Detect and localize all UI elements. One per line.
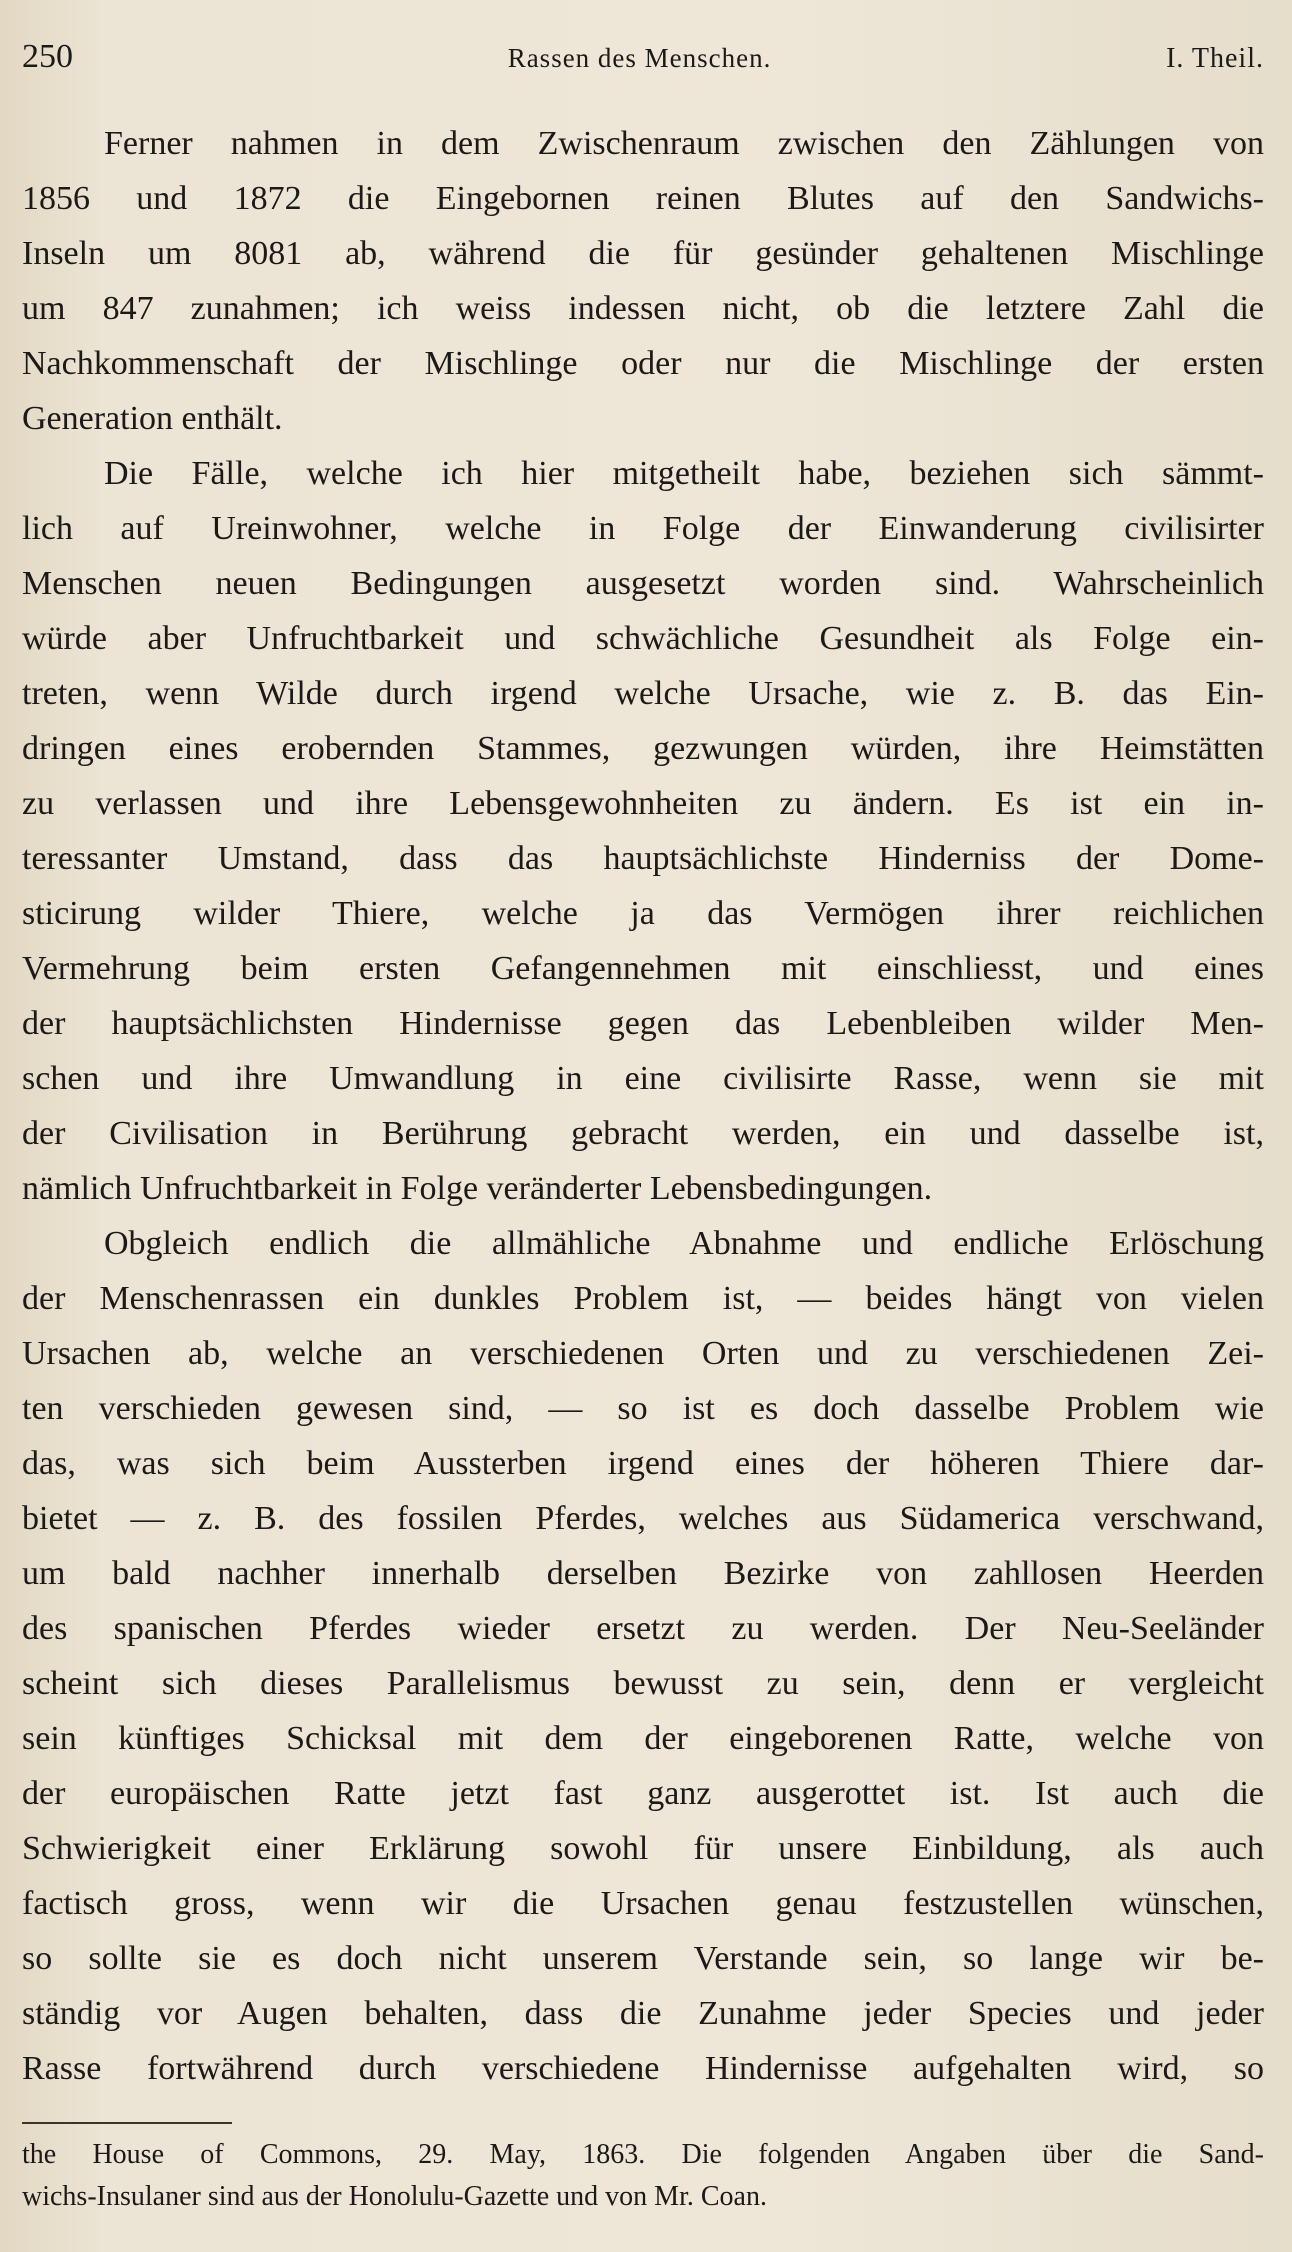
text-line: das, was sich beim Aussterben irgend eines der höheren Thiere dar- — [22, 1445, 1264, 1482]
text-line: um bald nachher innerhalb derselben Bezirke von zahllosen Heerden — [22, 1555, 1264, 1592]
text-line: Nachkommenschaft der Mischlinge oder nur die Mischlinge der ersten — [22, 345, 1264, 382]
text-line: Rasse fortwährend durch verschiedene Hindernisse aufgehalten wird, so — [22, 2050, 1264, 2087]
text-line: 1856 und 1872 die Eingebornen reinen Blutes auf den Sandwichs- — [22, 180, 1264, 217]
text-line: Generation enthält. — [22, 400, 283, 437]
footnote-line: the House of Commons, 29. May, 1863. Die folgenden Angaben über die Sand- — [22, 2139, 1264, 2170]
page-number: 250 — [22, 38, 73, 75]
text-line: treten, wenn Wilde durch irgend welche Ursache, wie z. B. das Ein- — [22, 675, 1264, 712]
text-line: bietet — z. B. des fossilen Pferdes, welches aus Südamerica verschwand, — [22, 1500, 1264, 1537]
text-line: ten verschieden gewesen sind, — so ist es doch dasselbe Problem wie — [22, 1390, 1264, 1427]
footnote-line: wichs-Insulaner sind aus der Honolulu-Gazette und von Mr. Coan. — [22, 2181, 767, 2212]
text-line: der Menschenrassen ein dunkles Problem ist, — beides hängt von vielen — [22, 1280, 1264, 1317]
text-line: Ferner nahmen in dem Zwischenraum zwischen den Zählungen von — [104, 125, 1264, 162]
text-line: lich auf Ureinwohner, welche in Folge der Einwanderung civilisirter — [22, 510, 1264, 547]
text-line: sticirung wilder Thiere, welche ja das Vermögen ihrer reichlichen — [22, 895, 1264, 932]
footnote — [22, 2134, 1264, 2218]
footnote-divider — [22, 2122, 232, 2124]
text-line: Menschen neuen Bedingungen ausgesetzt worden sind. Wahrscheinlich — [22, 565, 1264, 602]
text-line: nämlich Unfruchtbarkeit in Folge veränderter Lebensbedingungen. — [22, 1170, 933, 1207]
text-line: der europäischen Ratte jetzt fast ganz ausgerottet ist. Ist auch die — [22, 1775, 1264, 1812]
text-line: Vermehrung beim ersten Gefangennehmen mit einschliesst, und eines — [22, 950, 1264, 987]
text-line: so sollte sie es doch nicht unserem Verstande sein, so lange wir be- — [22, 1940, 1264, 1977]
text-line: schen und ihre Umwandlung in eine civilisirte Rasse, wenn sie mit — [22, 1060, 1264, 1097]
text-line: Schwierigkeit einer Erklärung sowohl für unsere Einbildung, als auch — [22, 1830, 1264, 1867]
text-line: scheint sich dieses Parallelismus bewusst zu sein, denn er vergleicht — [22, 1665, 1264, 1702]
text-line: Inseln um 8081 ab, während die für gesünder gehaltenen Mischlinge — [22, 235, 1264, 272]
text-line: würde aber Unfruchtbarkeit und schwächliche Gesundheit als Folge ein- — [22, 620, 1264, 657]
page-header — [22, 38, 1264, 98]
text-line: der Civilisation in Berührung gebracht werden, ein und dasselbe ist, — [22, 1115, 1264, 1152]
text-line: sein künftiges Schicksal mit dem der eingeborenen Ratte, welche von — [22, 1720, 1264, 1757]
text-line: Die Fälle, welche ich hier mitgetheilt habe, beziehen sich sämmt- — [104, 455, 1264, 492]
text-line: Ursachen ab, welche an verschiedenen Orten und zu verschiedenen Zei- — [22, 1335, 1264, 1372]
body-text — [22, 116, 1264, 2096]
part-label: I. Theil. — [1166, 43, 1264, 74]
text-line: zu verlassen und ihre Lebensgewohnheiten zu ändern. Es ist ein in- — [22, 785, 1264, 822]
text-line: Obgleich endlich die allmähliche Abnahme und endliche Erlöschung — [104, 1225, 1264, 1262]
text-line: ständig vor Augen behalten, dass die Zunahme jeder Species und jeder — [22, 1995, 1264, 2032]
text-line: des spanischen Pferdes wieder ersetzt zu werden. Der Neu-Seeländer — [22, 1610, 1264, 1647]
text-line: der hauptsächlichsten Hindernisse gegen das Lebenbleiben wilder Men- — [22, 1005, 1264, 1042]
text-line: dringen eines erobernden Stammes, gezwungen würden, ihre Heimstätten — [22, 730, 1264, 767]
running-title: Rassen des Menschen. — [507, 43, 772, 73]
text-line: um 847 zunahmen; ich weiss indessen nicht, ob die letztere Zahl die — [22, 290, 1264, 327]
text-line: teressanter Umstand, dass das hauptsächlichste Hinderniss der Dome- — [22, 840, 1264, 877]
text-line: factisch gross, wenn wir die Ursachen genau festzustellen wünschen, — [22, 1885, 1264, 1922]
